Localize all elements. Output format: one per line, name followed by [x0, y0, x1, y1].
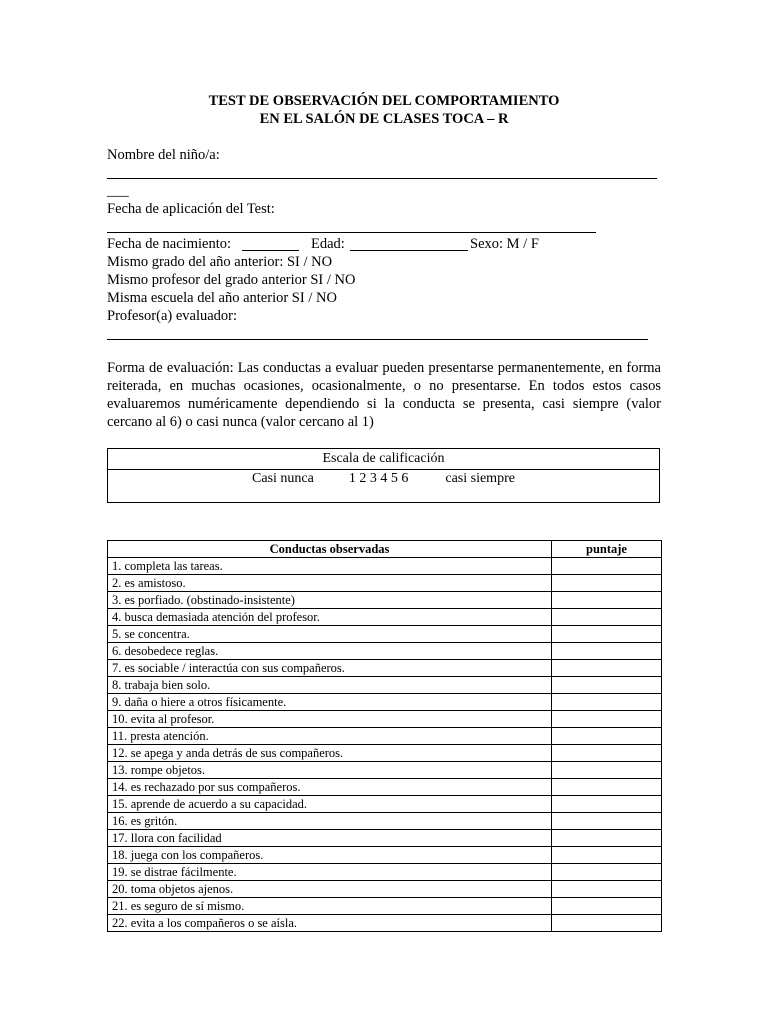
table-row: [108, 762, 662, 779]
table-row: [108, 898, 662, 915]
nombre-line-tail: ___: [107, 183, 129, 199]
conducta-cell: 3. es porfiado. (obstinado-insistente): [108, 592, 552, 609]
document-title-line1: TEST DE OBSERVACIÓN DEL COMPORTAMIENTO: [208, 93, 560, 109]
puntaje-cell[interactable]: [552, 728, 662, 745]
puntaje-cell[interactable]: [552, 915, 662, 932]
profesor-evaluador-label: Profesor(a) evaluador:: [107, 308, 238, 324]
conducta-cell: 6. desobedece reglas.: [108, 643, 552, 660]
puntaje-cell[interactable]: [552, 796, 662, 813]
table-row: [108, 779, 662, 796]
table-row: [108, 881, 662, 898]
forma-de-evaluacion-paragraph: Forma de evaluación: Las conductas a evaluar pueden presentarse permanentemente, en forma reiterada, en muchas ocasiones, ocasionalmente, o no presentarse. En todos estos casos evaluaremos numéricamente dependiendo si la conducta se presenta, casi siempre (valor cercano al 6) o casi nunca (valor cercano al 1): [107, 360, 661, 430]
table-row: [108, 728, 662, 745]
conducta-cell: 21. es seguro de sí mismo.: [108, 898, 552, 915]
puntaje-cell[interactable]: [552, 626, 662, 643]
puntaje-cell[interactable]: [552, 575, 662, 592]
puntaje-cell[interactable]: [552, 898, 662, 915]
puntaje-cell[interactable]: [552, 847, 662, 864]
nombre-label: Nombre del niño/a:: [107, 147, 220, 163]
table-row: [108, 677, 662, 694]
puntaje-cell[interactable]: [552, 864, 662, 881]
table-header-row: [108, 541, 662, 558]
escala-numbers: 1 2 3 4 5 6: [348, 471, 409, 486]
header-conductas: Conductas observadas: [108, 541, 552, 558]
escala-low-label: Casi nunca: [252, 471, 314, 486]
conducta-cell: 19. se distrae fácilmente.: [108, 864, 552, 881]
table-row: [108, 643, 662, 660]
conducta-cell: 2. es amistoso.: [108, 575, 552, 592]
conducta-cell: 13. rompe objetos.: [108, 762, 552, 779]
misma-escuela-field: Misma escuela del año anterior SI / NO: [107, 290, 337, 306]
conducta-cell: 15. aprende de acuerdo a su capacidad.: [108, 796, 552, 813]
puntaje-cell[interactable]: [552, 813, 662, 830]
escala-title: Escala de calificación: [108, 449, 659, 470]
fecha-aplicacion-label: Fecha de aplicación del Test:: [107, 201, 275, 217]
fecha-nacimiento-label: Fecha de nacimiento:: [107, 236, 232, 252]
puntaje-cell[interactable]: [552, 592, 662, 609]
table-row: [108, 796, 662, 813]
conducta-cell: 4. busca demasiada atención del profesor.: [108, 609, 552, 626]
conducta-cell: 17. llora con facilidad: [108, 830, 552, 847]
table-row: [108, 626, 662, 643]
edad-line[interactable]: [350, 250, 468, 251]
nombre-line[interactable]: [107, 178, 657, 179]
puntaje-cell[interactable]: [552, 643, 662, 660]
conducta-cell: 12. se apega y anda detrás de sus compañeros.: [108, 745, 552, 762]
conducta-cell: 1. completa las tareas.: [108, 558, 552, 575]
document-title-line2: EN EL SALÓN DE CLASES TOCA – R: [259, 111, 509, 127]
puntaje-cell[interactable]: [552, 711, 662, 728]
conducta-cell: 7. es sociable / interactúa con sus compañeros.: [108, 660, 552, 677]
conductas-table: [107, 540, 662, 932]
fecha-nacimiento-line[interactable]: [242, 250, 299, 251]
table-row: [108, 745, 662, 762]
puntaje-cell[interactable]: [552, 558, 662, 575]
conducta-cell: 10. evita al profesor.: [108, 711, 552, 728]
table-row: [108, 864, 662, 881]
fecha-aplicacion-line[interactable]: [107, 232, 596, 233]
puntaje-cell[interactable]: [552, 762, 662, 779]
table-row: [108, 915, 662, 932]
table-row: [108, 711, 662, 728]
sexo-label: Sexo: M / F: [470, 236, 539, 252]
mismo-grado-field: Mismo grado del año anterior: SI / NO: [107, 254, 333, 270]
puntaje-cell[interactable]: [552, 779, 662, 796]
conducta-cell: 8. trabaja bien solo.: [108, 677, 552, 694]
table-row: [108, 558, 662, 575]
conducta-cell: 14. es rechazado por sus compañeros.: [108, 779, 552, 796]
table-row: [108, 609, 662, 626]
puntaje-cell[interactable]: [552, 677, 662, 694]
table-row: [108, 847, 662, 864]
conducta-cell: 20. toma objetos ajenos.: [108, 881, 552, 898]
conducta-cell: 11. presta atención.: [108, 728, 552, 745]
table-row: [108, 694, 662, 711]
mismo-profesor-field: Mismo profesor del grado anterior SI / NO: [107, 272, 356, 288]
puntaje-cell[interactable]: [552, 745, 662, 762]
conducta-cell: 16. es gritón.: [108, 813, 552, 830]
escala-high-label: casi siempre: [445, 471, 515, 486]
conducta-cell: 18. juega con los compañeros.: [108, 847, 552, 864]
header-puntaje: puntaje: [552, 541, 662, 558]
puntaje-cell[interactable]: [552, 881, 662, 898]
table-row: [108, 660, 662, 677]
table-row: [108, 575, 662, 592]
puntaje-cell[interactable]: [552, 694, 662, 711]
table-row: [108, 592, 662, 609]
puntaje-cell[interactable]: [552, 660, 662, 677]
edad-label: Edad:: [311, 236, 345, 252]
table-row: [108, 830, 662, 847]
escala-calificacion-box: [107, 448, 660, 503]
table-row: [108, 813, 662, 830]
conducta-cell: 5. se concentra.: [108, 626, 552, 643]
conducta-cell: 22. evita a los compañeros o se aísla.: [108, 915, 552, 932]
puntaje-cell[interactable]: [552, 609, 662, 626]
puntaje-cell[interactable]: [552, 830, 662, 847]
profesor-evaluador-line[interactable]: [107, 339, 648, 340]
escala-row: [108, 470, 659, 487]
conducta-cell: 9. daña o hiere a otros físicamente.: [108, 694, 552, 711]
